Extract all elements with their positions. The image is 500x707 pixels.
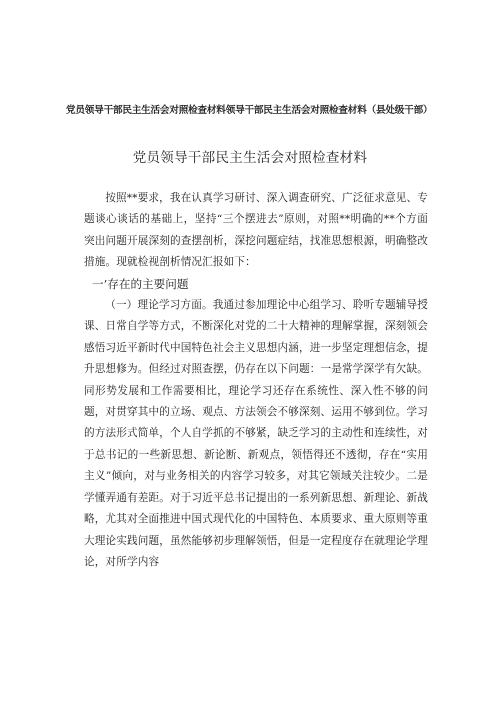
intro-paragraph: 按照**要求，我在认真学习研讨、深入调查研究、广泛征求意见、专题谈心谈话的基础上，坚持“三个摆进去”原则，对照**明确的**个方面突出问题开展深刻的查摆剖析，深挖问题症结，找准思想根源，明确整改措施。现就检视剖析情况汇报如下： [84,192,428,269]
header-title: 党员领导干部民主生活会对照检查材料领导干部民主生活会对照检查材料（县处级干部） [66,105,433,116]
section-heading: 一’存在的主要问题 [92,276,189,291]
document-title: 党员领导干部民主生活会对照检查材料 [132,150,368,166]
section-paragraph: （一）理论学习方面。我通过参加理论中心组学习、聆听专题辅导授课、日常自学等方式，不断深化对党的二十大精神的理解掌握，深刻领会感悟习近平新时代中国特色社会主义思想内涵，进一步坚定理想信念，提升思想修为。但经过对照查摆，仍存在以下问题：一是常学深学有欠缺。同形势发展和工作需要相比，理论学习还存在系统性、深入性不够的问题，对贯穿其中的立场、观点、方法领会不够深刻、运用不够到位。学习的方法形式简单，个人自学抓的不够紧，缺乏学习的主动性和连续性，对于总书记的一些新思想、新论断、新观点，领悟得还不透彻，存在“实用主义”倾向，对与业务相关的内容学习较多，对其它领域关注较少。二是学懂弄通有差距。对于习近平总书记提出的一系列新思想、新理论、新战略，尤其对全面推进中国式现代化的中国特色、本质要求、重大原则等重大理论实践问题，虽然能够初步理解领悟，但是一定程度存在就理论学理论，对所学内容 [84,299,428,568]
document-body [84,188,428,573]
